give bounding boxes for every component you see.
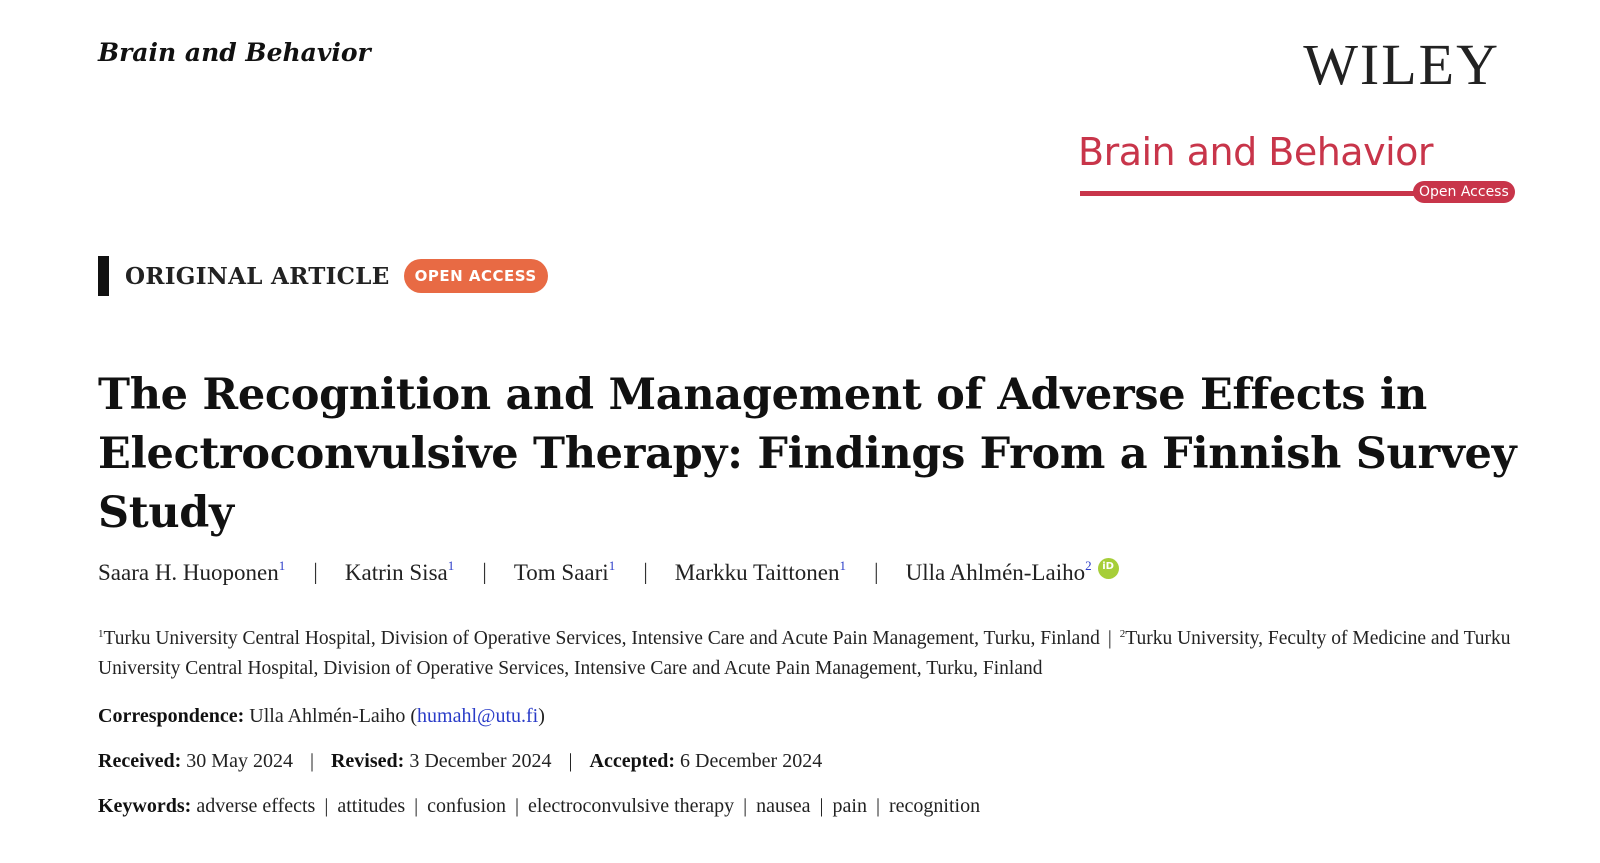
keyword-separator: |	[875, 795, 880, 817]
keyword: adverse effects	[196, 795, 316, 817]
correspondence-label: Correspondence:	[98, 705, 245, 727]
keyword-separator: |	[414, 795, 419, 817]
affiliation-ref[interactable]: 1	[447, 558, 455, 573]
article-type-label: ORIGINAL ARTICLE	[125, 262, 390, 290]
date-separator: |	[309, 750, 314, 772]
affiliation-ref[interactable]: 1	[608, 558, 616, 573]
affiliation-text: Turku University, Feculty of Medicine and Turku University Central Hospital, Division of Operative Services, Intensive Care and Acute Pain Management, Turku, Finland	[98, 628, 1511, 679]
author-separator: |	[482, 559, 487, 584]
keyword-separator: |	[324, 795, 329, 817]
keyword: electroconvulsive therapy	[528, 795, 735, 817]
keyword-separator: |	[819, 795, 824, 817]
revised-date: 3 December 2024	[409, 750, 552, 772]
affiliation-ref[interactable]: 1	[278, 558, 286, 573]
correspondence-email-link[interactable]: humahl@utu.fi	[417, 705, 539, 727]
keyword: recognition	[888, 795, 981, 817]
date-separator: |	[568, 750, 573, 772]
affiliation-ref[interactable]: 1	[839, 558, 846, 573]
history-dates	[98, 750, 1518, 773]
orcid-icon[interactable]: iD	[1098, 558, 1119, 579]
publisher-name: WILEY	[1303, 32, 1500, 97]
author-separator: |	[313, 559, 318, 584]
keyword: nausea	[756, 795, 811, 817]
author-separator: |	[873, 559, 879, 584]
author-name[interactable]: Katrin Sisa$^1$	[344, 558, 455, 585]
running-journal-title: Brain and Behavior	[98, 38, 371, 67]
journal-brand-underline	[1080, 191, 1415, 196]
affiliation-text: Turku University Central Hospital, Division of Operative Services, Intensive Care and Acute Pain Management, Turku, Finland	[103, 628, 1100, 649]
article-title: The Recognition and Management of Adverse Effects in Electroconvulsive Therapy: Findings From a Finnish Survey Study	[98, 370, 1517, 538]
journal-open-access-badge: Open Access	[1413, 181, 1515, 203]
journal-brand-logo[interactable]	[1078, 130, 1523, 203]
revised-label: Revised:	[330, 750, 405, 772]
received-date: 30 May 2024	[186, 750, 293, 772]
open-access-badge: OPEN ACCESS	[404, 259, 548, 293]
correspondence-line: Correspondence: Ulla Ahlmén-Laiho (humahl@utu.fi)	[98, 705, 545, 727]
accepted-date: 6 December 2024	[680, 750, 823, 772]
accepted-label: Accepted:	[589, 750, 676, 772]
author-list	[98, 558, 1538, 586]
correspondence-name: Ulla Ahlmén-Laiho	[249, 705, 406, 727]
received-label: Received:	[98, 750, 182, 772]
author-name[interactable]: Tom Saari$^1$	[513, 558, 616, 585]
affiliation-separator: |	[1107, 628, 1112, 649]
keyword: confusion	[427, 795, 507, 817]
author-name[interactable]: Saara H. Huoponen$^1$	[98, 558, 286, 585]
keyword-separator: |	[743, 795, 748, 817]
article-type-marker	[98, 256, 109, 296]
author-name[interactable]: Markku Taittonen$^1$	[674, 558, 846, 585]
affiliation-number: 1	[98, 628, 104, 640]
article-type-row	[98, 256, 548, 296]
author-name[interactable]: Ulla Ahlmén-Laiho$^2$	[905, 558, 1092, 585]
journal-brand-name: Brain and Behavior	[1078, 130, 1434, 174]
keywords-line	[98, 795, 1518, 818]
author-separator: |	[643, 559, 648, 584]
affiliation-number: 2	[1119, 628, 1126, 640]
publisher-logo[interactable]	[1303, 32, 1500, 97]
keyword: attitudes	[337, 795, 406, 817]
keyword-separator: |	[515, 795, 520, 817]
keyword: pain	[832, 795, 867, 817]
keywords-label: Keywords:	[98, 795, 192, 817]
affiliations	[98, 619, 1518, 684]
affiliation-ref[interactable]: 2	[1085, 558, 1092, 573]
